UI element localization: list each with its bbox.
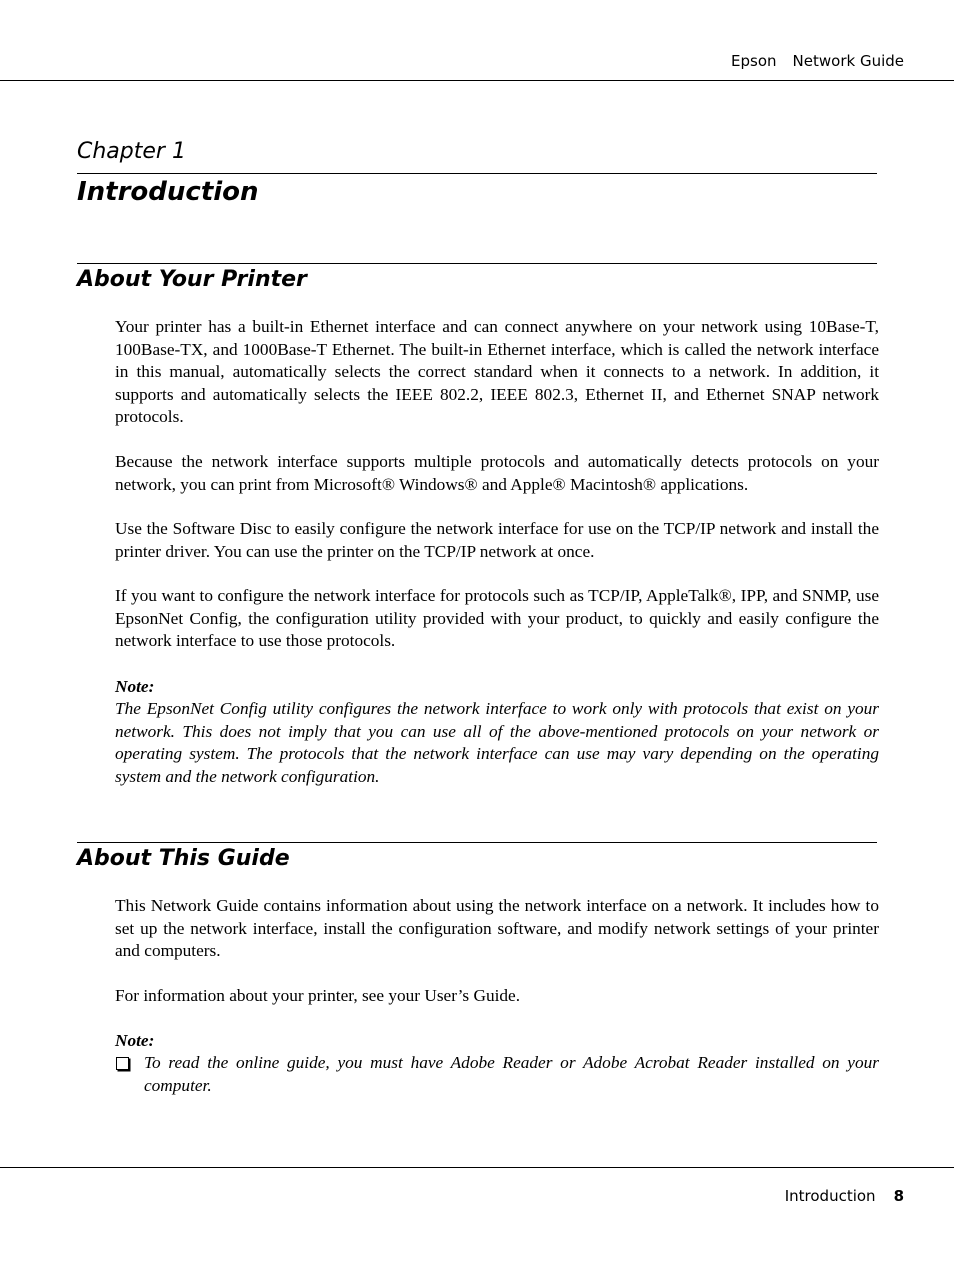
chapter-rule [77,173,877,174]
printer-note-text: The EpsonNet Config utility configures the network interface to work only with protocols that exist on your network. This does not imply that you can use all of the above-mentioned protocols on your network or operating system. The protocols that the network interface can use may vary depending on the operating system and the network configuration. [115,699,879,786]
header-brand: Epson [731,52,777,70]
printer-paragraph-3: Use the Software Disc to easily configure the network interface for use on the TCP/IP network and install the printer driver. You can use the printer on the TCP/IP network at once. [115,519,879,561]
footer-rule [0,1167,954,1168]
section-guide-title: About This Guide [77,846,290,871]
guide-paragraph-1: This Network Guide contains information about using the network interface on a network. It includes how to set up the network interface, install the configuration software, and modify network settings of your printer and computers. [115,896,879,960]
guide-note-label: Note: [115,1031,155,1050]
section-printer-title: About Your Printer [77,267,307,292]
guide-paragraph-2: For information about your printer, see your User’s Guide. [115,986,521,1005]
running-footer [785,1187,904,1205]
section-printer-rule [77,263,877,264]
chapter-label: Chapter 1 [77,139,186,164]
checkbox-bullet-icon [116,1057,129,1070]
header-doc-title: Network Guide [792,52,904,70]
printer-note-label: Note: [115,677,155,696]
footer-section-name: Introduction [784,1187,876,1205]
printer-paragraph-4: If you want to configure the network interface for protocols such as TCP/IP, AppleTalk®, IPP, and SNMP, use EpsonNet Config, the configuration utility provided with your product, to quickly and easily configure the network interface to use those protocols. [115,586,879,650]
footer-page-number: 8 [893,1187,904,1205]
header-rule [0,80,954,81]
chapter-title: Introduction [77,177,259,207]
printer-paragraph-2: Because the network interface supports multiple protocols and automatically detects protocols on your network, you can print from Microsoft® Windows® and Apple® Macintosh® applications. [115,452,879,494]
guide-note-bullet-1: To read the online guide, you must have Adobe Reader or Adobe Acrobat Reader installed on your computer. [144,1053,879,1095]
printer-paragraph-1: Your printer has a built-in Ethernet interface and can connect anywhere on your network using 10Base-T, 100Base-TX, and 1000Base-T Ethernet. The built-in Ethernet interface, which is called the network interface in this manual, automatically selects the correct standard when it connects to a network. In addition, it supports and automatically selects the IEEE 802.2, IEEE 802.3, Ethernet II, and Ethernet SNAP network protocols. [115,317,879,426]
running-header [731,52,904,70]
section-guide-rule [77,842,877,843]
